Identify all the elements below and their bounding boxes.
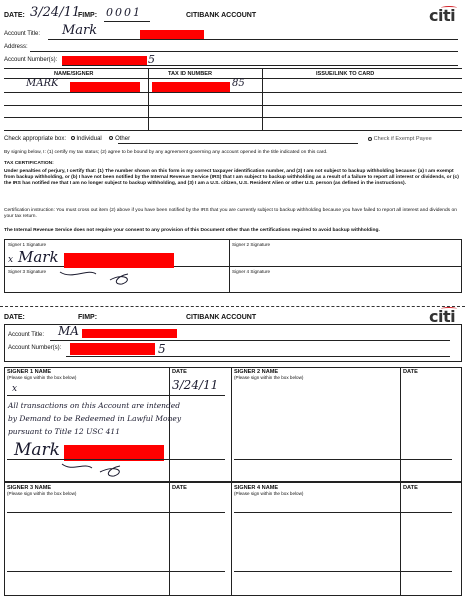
exempt-label: Check if Exempt Payee (373, 136, 432, 142)
signer1-signature[interactable]: Mark (18, 248, 59, 266)
col-issue-link: ISSUE/LINK TO CARD (316, 71, 375, 77)
individual-label: Individual (76, 136, 102, 142)
signer4-sign-within: (Please sign within the box below) (234, 491, 304, 496)
cert-instruction: Certification instruction: You must cross out item (2) above if you have been notified by the IRS that you are currently subject to backup withholding because you have failed to report all interest and dividends on your tax return. (4, 208, 457, 220)
signer3-date-label: DATE (172, 485, 187, 491)
tax-cert-text: Under penalties of perjury, I certify that: (1) The number shown on this form is my correct taxpayer identification number, and (2) I am not subject to backup withholding because: (a) I am exempt from backup withholding, or (b) I have not been notified by the Internal Revenue Service (IRS) that I am subject to backup withholding as a result of a failure to report all interest or dividends, or (c) the IRS has notified me that I am no longer subject to backup withholding, and (3) I am a U.S. citizen, U.S. Resident Alien or other U.S. person (as defined in the instructions). (4, 169, 459, 187)
signer3-signature-label: Signer 3 Signature (8, 269, 47, 274)
signer2-signature-label: Signer 2 Signature (232, 242, 271, 247)
account-numbers-suffix[interactable]: 5 (158, 342, 166, 356)
redaction (70, 82, 140, 92)
tear-line (0, 306, 465, 307)
redaction (70, 343, 155, 355)
individual-radio[interactable] (71, 136, 75, 140)
account-numbers-suffix[interactable]: 5 (148, 53, 155, 66)
signer1-signature[interactable]: Mark (14, 440, 60, 460)
signer1-x: x (12, 384, 18, 394)
signer1-name-label: SIGNER 1 NAME (7, 369, 52, 375)
signing-text: By signing below, I: (1) certify my tax status; (2) agree to be bound by any agreement governing any account opened in the title indicated on this card. (4, 150, 328, 155)
signer1-date-value[interactable]: 3/24/11 (172, 378, 219, 392)
account-title-value[interactable]: MA (58, 324, 79, 338)
other-radio[interactable] (109, 136, 113, 140)
signer1-x: x (8, 255, 14, 265)
redaction (82, 329, 177, 338)
date-label: DATE: (4, 12, 25, 19)
note-line-1: All transactions on this Account are intended (8, 401, 181, 410)
citi-logo: citi (429, 307, 456, 326)
signature-flourish (58, 250, 138, 286)
fimp-value[interactable]: 0001 (106, 6, 142, 19)
account-numbers-label: Account Number(s): (8, 345, 62, 351)
signer1-sign-within: (Please sign within the box below) (7, 375, 77, 380)
col-tax-id: TAX ID NUMBER (168, 71, 213, 77)
redaction (140, 30, 204, 39)
redaction (62, 56, 147, 65)
address-label: Address: (4, 44, 28, 50)
redaction (152, 82, 230, 92)
check-box-row (4, 136, 130, 143)
signer2-sign-within: (Please sign within the box below) (234, 375, 304, 380)
other-label: Other (115, 136, 131, 142)
signer3-sign-within: (Please sign within the box below) (7, 491, 77, 496)
row1-tax-suffix[interactable]: 85 (232, 78, 245, 89)
col-name-signer: NAME/SIGNER (54, 71, 94, 77)
fimp-label: FIMP: (78, 12, 98, 19)
note-line-2: by Demand to be Redeemed in Lawful Money (8, 414, 182, 423)
signer2-date-label: DATE (403, 369, 418, 375)
check-box-label: Check appropriate box: (4, 136, 67, 142)
signer4-date-label: DATE (403, 485, 418, 491)
account-title-value[interactable]: Mark (62, 23, 98, 38)
date-label: DATE: (4, 314, 25, 321)
signer2-name-label: SIGNER 2 NAME (234, 369, 279, 375)
row1-name[interactable]: MARK (26, 78, 59, 89)
fimp-label: FIMP: (78, 314, 98, 321)
note-line-3: pursuant to Title 12 USC 411 (8, 427, 120, 436)
date-value[interactable]: 3/24/11 (30, 5, 81, 20)
signature-flourish (60, 446, 130, 478)
signer4-name-label: SIGNER 4 NAME (234, 485, 279, 491)
form-title: CITIBANK ACCOUNT (186, 314, 257, 321)
form-title: CITIBANK ACCOUNT (186, 12, 257, 19)
signer-grid-bottom (4, 482, 462, 596)
signer3-name-label: SIGNER 3 NAME (7, 485, 52, 491)
signer1-signature-label: Signer 1 Signature (8, 242, 47, 247)
tax-cert-heading: TAX CERTIFICATION: (4, 161, 54, 166)
citi-logo: citi (429, 6, 456, 25)
signer4-signature-label: Signer 4 Signature (232, 269, 271, 274)
account-title-label: Account Title: (8, 332, 45, 338)
exempt-checkbox[interactable] (368, 137, 372, 141)
signer1-date-label: DATE (172, 369, 187, 375)
exempt-row (368, 136, 432, 143)
irs-text: The Internal Revenue Service does not require your consent to any provision of this Document other than the certifications required to avoid backup withholding. (4, 228, 380, 233)
account-numbers-label: Account Number(s): (4, 57, 58, 63)
account-title-label: Account Title: (4, 31, 41, 37)
